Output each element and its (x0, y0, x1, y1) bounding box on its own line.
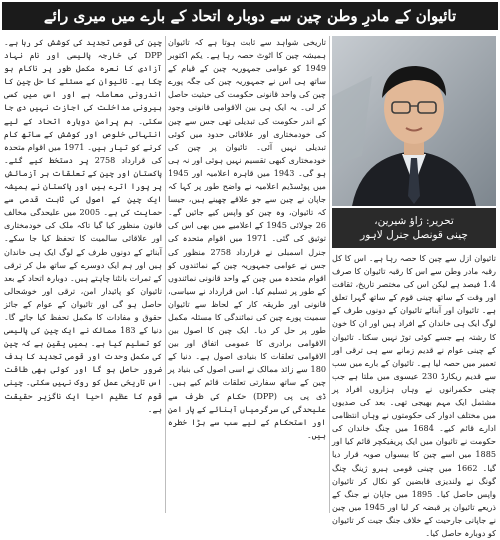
author-photo (332, 36, 496, 206)
column-middle-text: تاریخی شواہد سے ثابت ہوتا ہے کہ تائیوان ہمیشہ چین کا اٹوٹ حصہ رہا ہے۔ یکم اکتوبر 1949 کو عوامی جمہوریہ چین کے قیام کے ساتھ ہی اس نے جمہوریہ چین کی جگہ پورے چین کی واحد قانونی حکومت کی حیثیت حاصل کر لی۔ یہ ایک ہی بین الاقوامی قانونی وجود کے اندر حکومت کی تبدیلی تھی جس سے چین کی خودمختاری اور علاقائی حدود میں کوئی تبدیلی نہیں آئی۔ تائیوان پر چین کی خودمختاری کبھی تقسیم نہیں ہوئی اور نہ ہی ہو گی۔ 1943 میں قاہرہ اعلامیہ اور 1945 میں پوٹسڈیم اعلامیہ نے واضح طور پر کہا کہ جاپان نے چین سے جو علاقے چھینے ہیں، جیسا کہ تائیوان، وہ چین کو واپس کیے جائیں گے۔ 26 جولائی 1945 کے اعلامیے میں بھی اس کی توثیق کی گئی۔ 1971 میں اقوام متحدہ کی جنرل اسمبلی نے قرارداد 2758 منظور کی جس نے عوامی جمہوریہ چین کے نمائندوں کو اقوام متحدہ میں چین کے واحد قانونی نمائندوں کے طور پر تسلیم کیا۔ اس قرارداد نے سیاسی، قانونی اور طریقہ کار کے لحاظ سے تائیوان سمیت پورے چین کی نمائندگی کا مسئلہ مکمل طور پر حل کر دیا۔ ایک چین کا اصول بین الاقوامی برادری کا عمومی اتفاق اور بین الاقوامی تعلقات کا بنیادی اصول ہے۔ دنیا کے 180 سے زائد ممالک نے اسی اصول کی بنیاد پر چین کے ساتھ سفارتی تعلقات قائم کیے ہیں۔ ڈی پی پی (DPP) حکام کی طرف سے علیحدگی کی سرگرمیاں آبنائے کے پار امن اور استحکام کے لیے سب سے بڑا خطرہ ہیں۔ (168, 37, 326, 440)
column-divider (329, 36, 330, 513)
column-right-text: تائیوان ازل سے چین کا حصہ رہا ہے۔ اس کا کل رقبہ مادر وطن سے اس کا رقبہ تائیوان کا صرف 1.4 فیصد ہے لیکن اس کی مختصر تاریخ، ثقافت اور وقت کے ساتھ چینی قوم کے ساتھ گہرا تعلق ہے۔ تائیوان اور آبنائے تائیوان کے دونوں طرف کے لوگ ایک ہی خاندان کے افراد ہیں اور ان کا خون کا رشتہ ہے جسے کوئی توڑ نہیں سکتا۔ تائیوان کے چینی عوام نے قدیم زمانے سے ہی ترقی اور تعمیر میں حصہ لیا ہے۔ تائیوان کے بارے میں سب سے قدیم ریکارڈ 230 عیسوی میں ملتا ہے جب چینی حکمرانوں نے وہاں ہزاروں افراد پر مشتمل ایک مہم بھیجی تھی۔ بعد کی صدیوں میں مختلف ادوار کی حکومتوں نے وہاں انتظامی ادارے قائم کیے۔ 1684 میں چنگ خاندان کی حکومت نے تائیوان میں ایک پریفیکچر قائم کیا اور 1885 میں اسے چین کا بیسواں صوبہ قرار دیا گیا۔ 1662 میں چینی قومی ہیرو ژینگ چنگ گونگ نے ولندیزی قابضین کو نکال کر تائیوان واپس حاصل کیا۔ 1895 میں جاپان نے جنگ کے ذریعے تائیوان پر قبضہ کر لیا اور 1945 میں چین نے جاپانی جارحیت کے خلاف جنگ جیت کر تائیوان کو دوبارہ حاصل کیا۔ (332, 253, 497, 538)
column-right (332, 252, 497, 538)
column-left-text: چین کی قومی تجدید کی کوشش کر رہا ہے۔ DPP کی خارجہ پالیسی اور نام نہاد آزادی کا نعرہ مکمل طور پر ناکام ہو چکا ہے۔ تائیوان کے مسئلے کا حل چین کا اندرونی معاملہ ہے اور اس میں کسی بیرونی مداخلت کی اجازت نہیں دی جا سکتی۔ ہم پرامن دوبارہ اتحاد کے لیے انتہائی خلوص اور کوشش کے ساتھ کام کرنے کو تیار ہیں۔ 1971 میں اقوام متحدہ کی قرارداد 2758 پر دستخط کیے گئے۔ پاکستان اور چین کے تعلقات ہر آزمائش پر پورا اترے ہیں اور پاکستان نے ہمیشہ ایک چین کے اصول کی ثابت قدمی سے حمایت کی ہے۔ 2005 میں علیحدگی مخالف قانون منظور کیا گیا تاکہ ملک کی خودمختاری اور علاقائی سالمیت کا تحفظ کیا جا سکے۔ آبنائے کے دونوں طرف کے لوگ ایک ہی خاندان ہیں اور ہم ایک دوسرے کے ساتھ مل کر ترقی کے ثمرات بانٹنا چاہتے ہیں۔ دوبارہ اتحاد کے بعد تائیوان کو پائیدار امن، ترقی اور خوشحالی حاصل ہو گی اور تائیوان کے عوام کے جائز حقوق و مفادات کا مکمل تحفظ کیا جائے گا۔ دنیا کے 183 ممالک نے ایک چین کی پالیسی کو تسلیم کیا ہے۔ ہمیں یقین ہے کہ چین کی مکمل وحدت اور قومی تجدید کا ہدف ضرور حاصل ہو گا اور کوئی بھی طاقت اس تاریخی عمل کو روک نہیں سکتی۔ چینی قوم کا عظیم احیا ایک ناگزیر حقیقت ہے۔ (4, 37, 163, 414)
column-divider (165, 36, 166, 513)
column-left (4, 36, 162, 515)
byline-author: تحریر: ژاؤ شیرین، (374, 215, 454, 227)
byline-title: چینی قونصل جنرل لاہور (360, 229, 468, 241)
byline (332, 208, 496, 248)
headline: تائیوان کے مادرِ وطن چین سے دوبارہ اتحاد کے بارے میں میری رائے (43, 7, 457, 25)
column-middle (168, 36, 326, 515)
portrait-illustration (332, 36, 496, 206)
headline-banner (2, 2, 498, 30)
